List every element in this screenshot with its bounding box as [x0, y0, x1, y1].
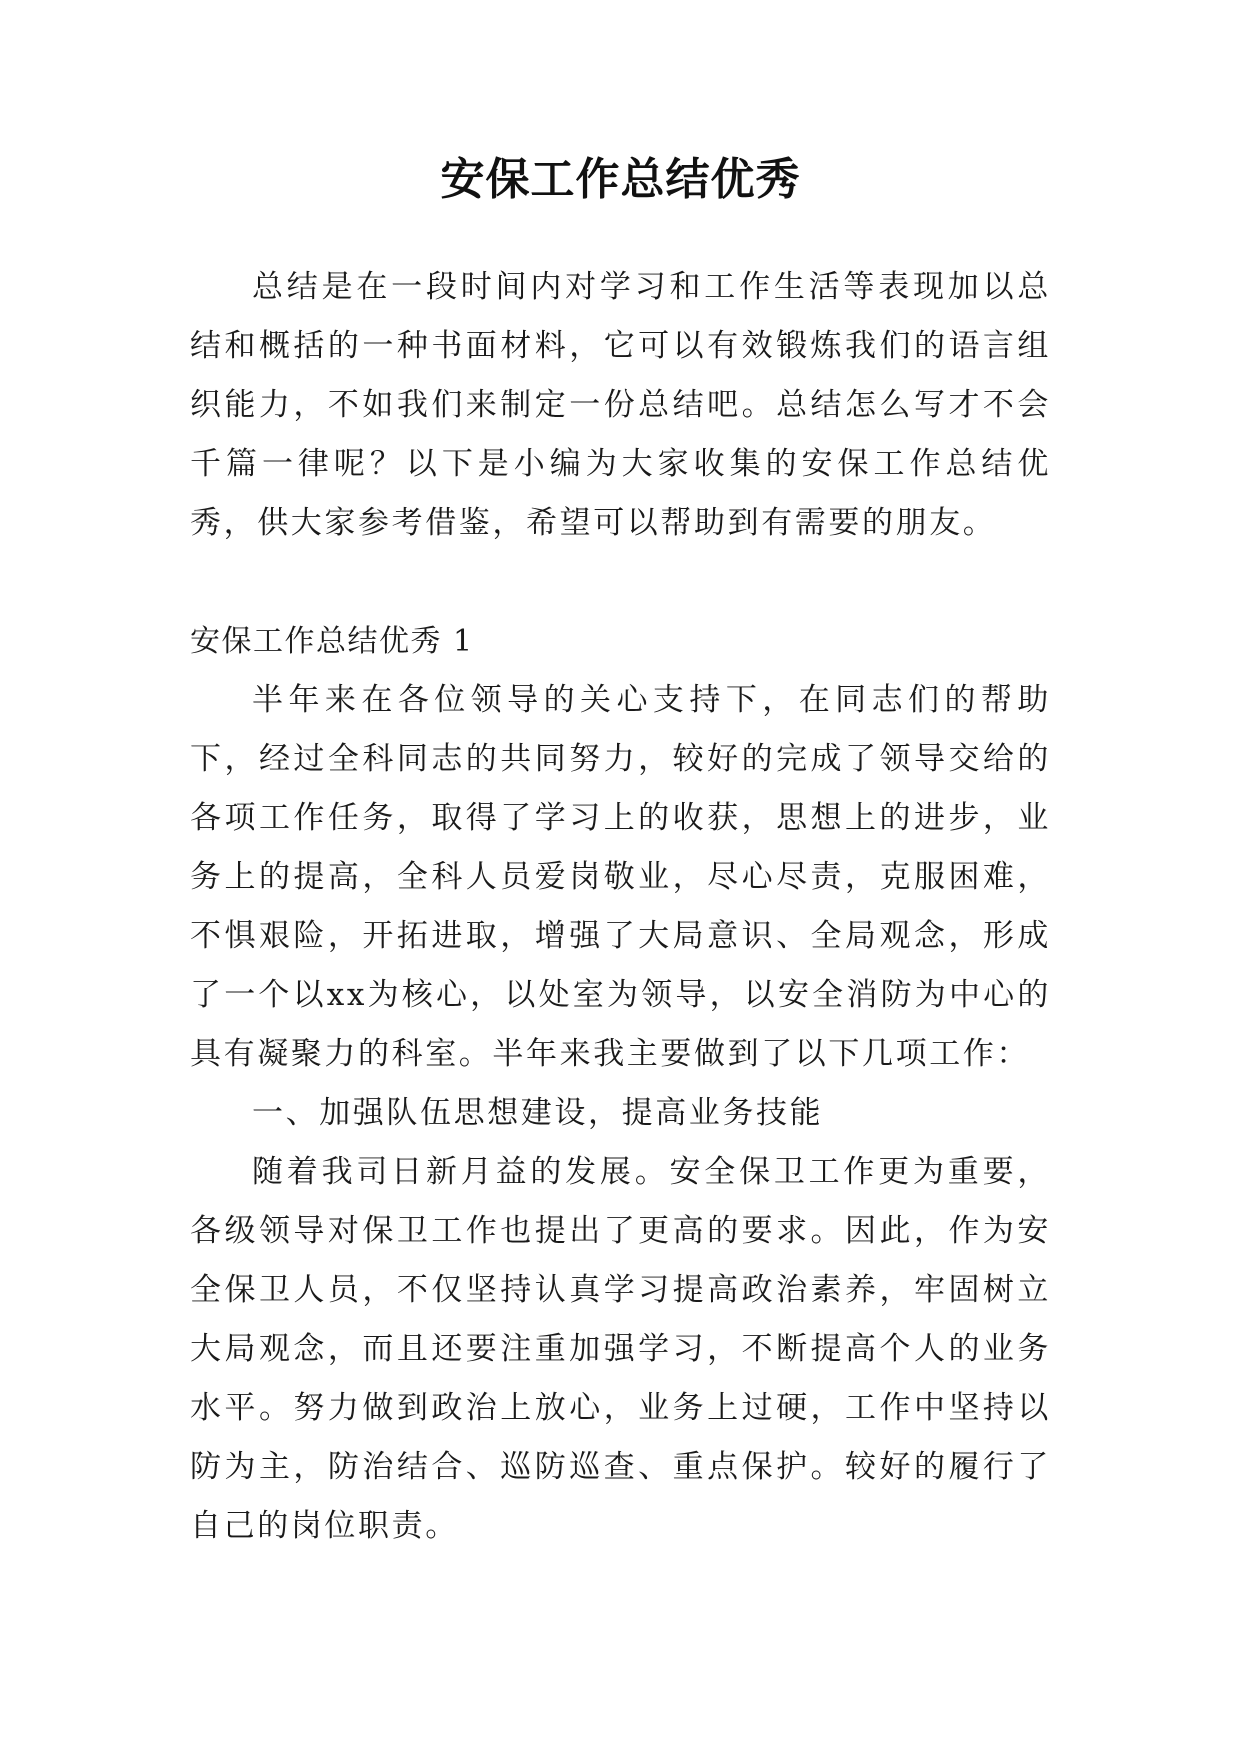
body-paragraph-1: 半年来在各位领导的关心支持下，在同志们的帮助下，经过全科同志的共同努力，较好的完成了领导交给的各项工作任务，取得了学习上的收获，思想上的进步，业务上的提高，全科人员爱岗敬业，尽心尽责，克服困难，不惧艰险，开拓进取，增强了大局意识、全局观念，形成了一个以xx为核心，以处室为领导，以安全消防为中心的具有凝聚力的科室。半年来我主要做到了以下几项工作： [190, 682, 1051, 1072]
subheading-1: 一、加强队伍思想建设，提高业务技能 [252, 1095, 824, 1131]
document-title: 安保工作总结优秀 [440, 154, 801, 205]
section-heading: 安保工作总结优秀 1 [190, 624, 474, 659]
intro-paragraph: 总结是在一段时间内对学习和工作生活等表现加以总结和概括的一种书面材料，它可以有效锻炼我们的语言组织能力，不如我们来制定一份总结吧。总结怎么写才不会千篇一律呢？以下是小编为大家收集的安保工作总结优秀，供大家参考借鉴，希望可以帮助到有需要的朋友。 [190, 269, 1051, 541]
body-paragraph-2: 随着我司日新月益的发展。安全保卫工作更为重要，各级领导对保卫工作也提出了更高的要求。因此，作为安全保卫人员，不仅坚持认真学习提高政治素养，牢固树立大局观念，而且还要注重加强学习，不断提高个人的业务水平。努力做到政治上放心，业务上过硬，工作中坚持以防为主，防治结合、巡防巡查、重点保护。较好的履行了自己的岗位职责。 [190, 1154, 1051, 1544]
